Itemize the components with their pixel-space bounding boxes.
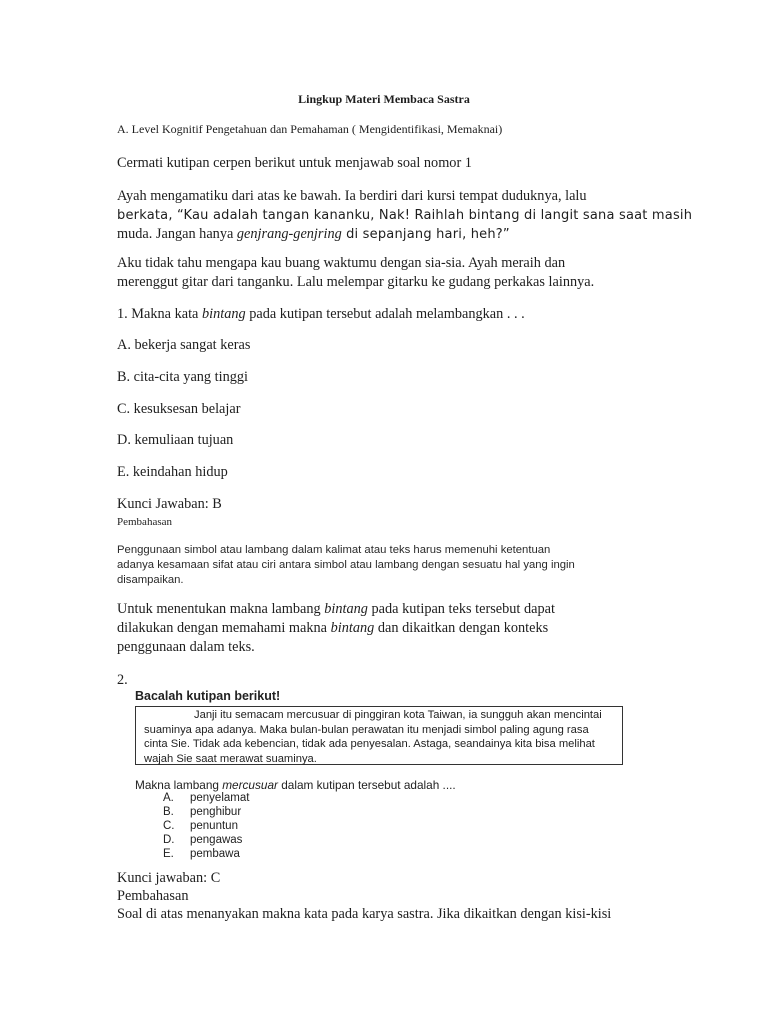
explanation-line: disampaikan. [117,574,184,586]
discussion-label-1: Pembahasan [117,516,172,528]
question-1-option: A. bekerja sangat keras [117,337,251,353]
quote-line: cinta Sie. Tidak ada kebencian, tidak ada penyesalan. Astaga, seandainya kita bisa melihat [144,738,595,750]
passage-2-line: merenggut gitar dari tanganku. Lalu melempar gitarku ke gudang perkakas lainnya. [117,274,595,290]
question-2-option [163,806,241,818]
question-2-option [163,848,240,860]
option-letter: D. [163,834,175,846]
passage-1-line-text: di sepanjang hari, heh?” [341,227,510,242]
question-2-number: 2. [117,672,128,688]
question-1-option: E. keindahan hidup [117,464,228,480]
question-2-option [163,792,249,804]
question-2-text: Makna lambang [135,778,223,792]
option-text: pembawa [190,848,240,860]
emphasis-word: bintang [201,306,246,322]
question-1-stem [117,306,525,323]
conclusion-1 [117,600,555,657]
emphasis-word: mercusuar [222,778,278,792]
question-1-text: 1. Makna kata [117,306,202,322]
conclusion-line [117,619,555,638]
emphasis-word: bintang [330,620,375,636]
passage-1-line: Ayah mengamatiku dari atas ke bawah. Ia berdiri dari kursi tempat duduknya, lalu [117,188,587,204]
passage-1-line-text: berkata, “Kau adalah tangan kananku, Nak! Raihlah bintang di langit sana saat masih [117,208,693,223]
question-2-stem [135,778,456,792]
option-letter: C. [163,820,175,832]
question-1-text: pada kutipan tersebut adalah melambangkan . . . [245,306,525,322]
option-letter: E. [163,848,174,860]
answer-key-2: Kunci jawaban: C [117,870,221,886]
passage-1-line [117,206,692,225]
discussion-label-2: Pembahasan [117,888,189,904]
instruction-text: Cermati kutipan cerpen berikut untuk menjawab soal nomor 1 [117,155,472,171]
option-text: penghibur [190,806,242,818]
explanation-line: adanya kesamaan sifat atau ciri antara simbol atau lambang dengan sesuatu hal yang ingin [117,559,575,571]
quote-box [135,706,623,765]
quote-line: wajah Sie saat merawat suaminya. [144,752,317,765]
explanation-line: Penggunaan simbol atau lambang dalam kalimat atau teks harus memenuhi ketentuan [117,544,551,556]
option-text: penyelamat [190,792,250,804]
passage-1-line [117,225,692,244]
emphasis-word: bintang [324,601,368,617]
conclusion-text: Untuk menentukan makna lambang [117,601,325,617]
passage-1-line-text: muda. Jangan hanya [117,226,237,242]
question-1-option: C. kesuksesan belajar [117,401,241,417]
conclusion-text: pada kutipan teks tersebut dapat [367,601,555,617]
page-title: Lingkup Materi Membaca Sastra [298,92,470,106]
passage-2-line: Aku tidak tahu mengapa kau buang waktumu dengan sia-sia. Ayah meraih dan [117,255,566,271]
question-2-text: dalam kutipan tersebut adalah .... [277,778,456,792]
explanation-2: Soal di atas menanyakan makna kata pada karya sastra. Jika dikaitkan dengan kisi-kisi [117,906,612,922]
conclusion-text: dan dikaitkan dengan konteks [374,620,549,636]
option-text: penuntun [190,820,238,832]
conclusion-line: penggunaan dalam teks. [117,639,255,655]
section-subtitle: A. Level Kognitif Pengetahuan dan Pemahaman ( Mengidentifikasi, Memaknai) [117,122,503,136]
quote-line: suaminya apa adanya. Maka bulan-bulan perawatan itu menjadi simbol paling agung rasa [144,723,589,736]
explanation-1 [117,543,575,588]
question-2-option [163,820,238,832]
question-2-option [163,834,242,846]
question-1-option: B. cita-cita yang tinggi [117,369,249,385]
option-letter: A. [163,792,174,804]
option-letter: B. [163,806,174,818]
conclusion-text: dilakukan dengan memahami makna [117,620,331,636]
quote-line: Janji itu semacam mercusuar di pinggiran kota Taiwan, ia sungguh akan mencintai [194,709,602,721]
question-2-heading: Bacalah kutipan berikut! [135,689,281,703]
emphasis-word: genjrang-genjring [236,226,342,242]
question-1-option: D. kemuliaan tujuan [117,432,234,448]
answer-key-1: Kunci Jawaban: B [117,496,222,512]
passage-2 [117,254,594,292]
conclusion-line [117,600,555,619]
passage-1 [117,187,692,244]
option-text: pengawas [190,834,243,846]
